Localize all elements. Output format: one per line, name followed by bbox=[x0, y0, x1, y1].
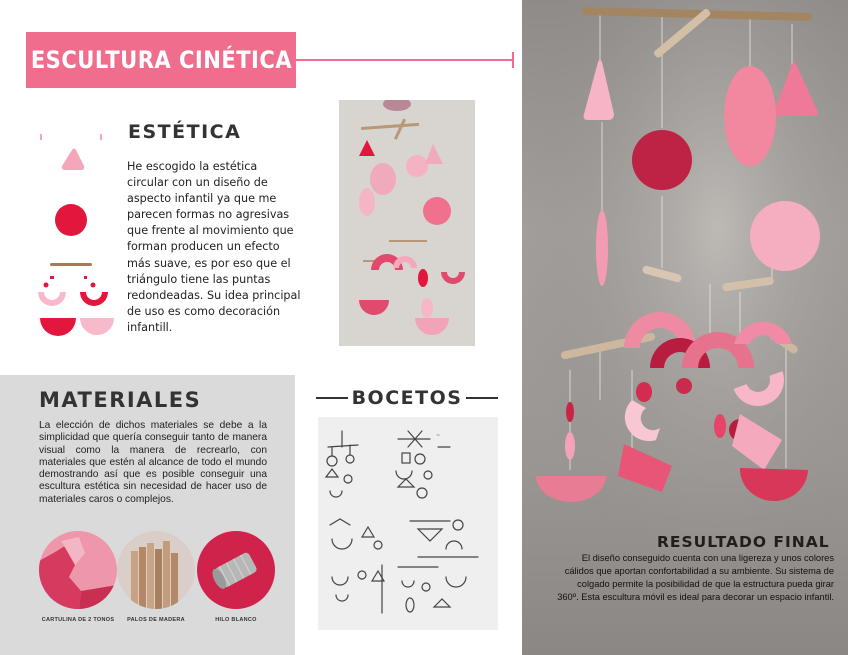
title-rule bbox=[296, 59, 514, 61]
mobile-photo-small bbox=[339, 100, 475, 346]
title-rule-end bbox=[512, 52, 514, 68]
heading-rule-right bbox=[466, 397, 498, 399]
white-thread-material-image bbox=[197, 531, 275, 609]
materiales-text: La elección de dichos materiales se debe a la simplicidad que quería conseguir tanto de manera visual como la manera de recrearlo, con materiales que estén al alcance de todo el mundo demostrando así que es posible conseguir una escultura estética sin necesidad de hacer uso de materiales caros o complejos. bbox=[39, 420, 267, 505]
thread-mark bbox=[40, 134, 42, 140]
small-piece bbox=[50, 276, 54, 279]
bocetos-heading: BOCETOS bbox=[351, 387, 463, 409]
mobile-photo-small-illustration bbox=[339, 100, 475, 346]
half-ring-shape bbox=[80, 292, 108, 306]
title-banner bbox=[26, 32, 296, 88]
sketch-drawing-illustration bbox=[318, 417, 498, 630]
wooden-sticks-material-image bbox=[117, 531, 195, 609]
half-ring-shape bbox=[38, 292, 66, 306]
sketch-drawing bbox=[318, 417, 498, 630]
svg-text:~: ~ bbox=[436, 433, 441, 439]
thread-mark bbox=[100, 134, 102, 140]
shape-elements-illustration bbox=[30, 128, 120, 338]
heading-rule-left bbox=[316, 397, 348, 399]
page-title: ESCULTURA CINÉTICA bbox=[30, 46, 292, 74]
wooden-sticks-label: PALOS DE MADERA bbox=[127, 617, 185, 623]
small-dot bbox=[91, 283, 96, 288]
estetica-heading: ESTÉTICA bbox=[128, 121, 242, 143]
estetica-text: He escogido la estética circular con un diseño de aspecto infantil ya que me parecen formas no agresivas que frente al movimiento que forman producen un efecto más suave, es por eso que el triángulo tiene las puntas redondeadas. Su idea principal de uso es como decoración infantill. bbox=[127, 160, 301, 334]
bocetos-heading-row bbox=[316, 387, 498, 409]
cardstock-label: CARTULINA DE 2 TONOS bbox=[41, 617, 115, 623]
circle-shape bbox=[55, 204, 87, 236]
triangle-shape bbox=[62, 149, 85, 171]
resultado-heading: RESULTADO FINAL bbox=[657, 533, 830, 551]
wooden-stick bbox=[50, 263, 92, 266]
small-piece bbox=[84, 276, 87, 279]
half-circle-shape bbox=[40, 318, 76, 336]
materiales-panel bbox=[0, 375, 295, 655]
resultado-text: El diseño conseguido cuenta con una ligereza y unos colores cálidos que aportan confortabilidad a su ambiente. Su sistema de colgado permite la posibilidad de que la estructura pueda girar 360º. Esta escultura móvil es ideal para decorar un espacio infantil. bbox=[557, 553, 834, 602]
materiales-heading: MATERIALES bbox=[39, 388, 202, 412]
cardstock-material-image bbox=[39, 531, 117, 609]
half-circle-shape bbox=[80, 318, 114, 335]
small-dot bbox=[44, 283, 49, 288]
white-thread-label: HILO BLANCO bbox=[215, 617, 257, 623]
